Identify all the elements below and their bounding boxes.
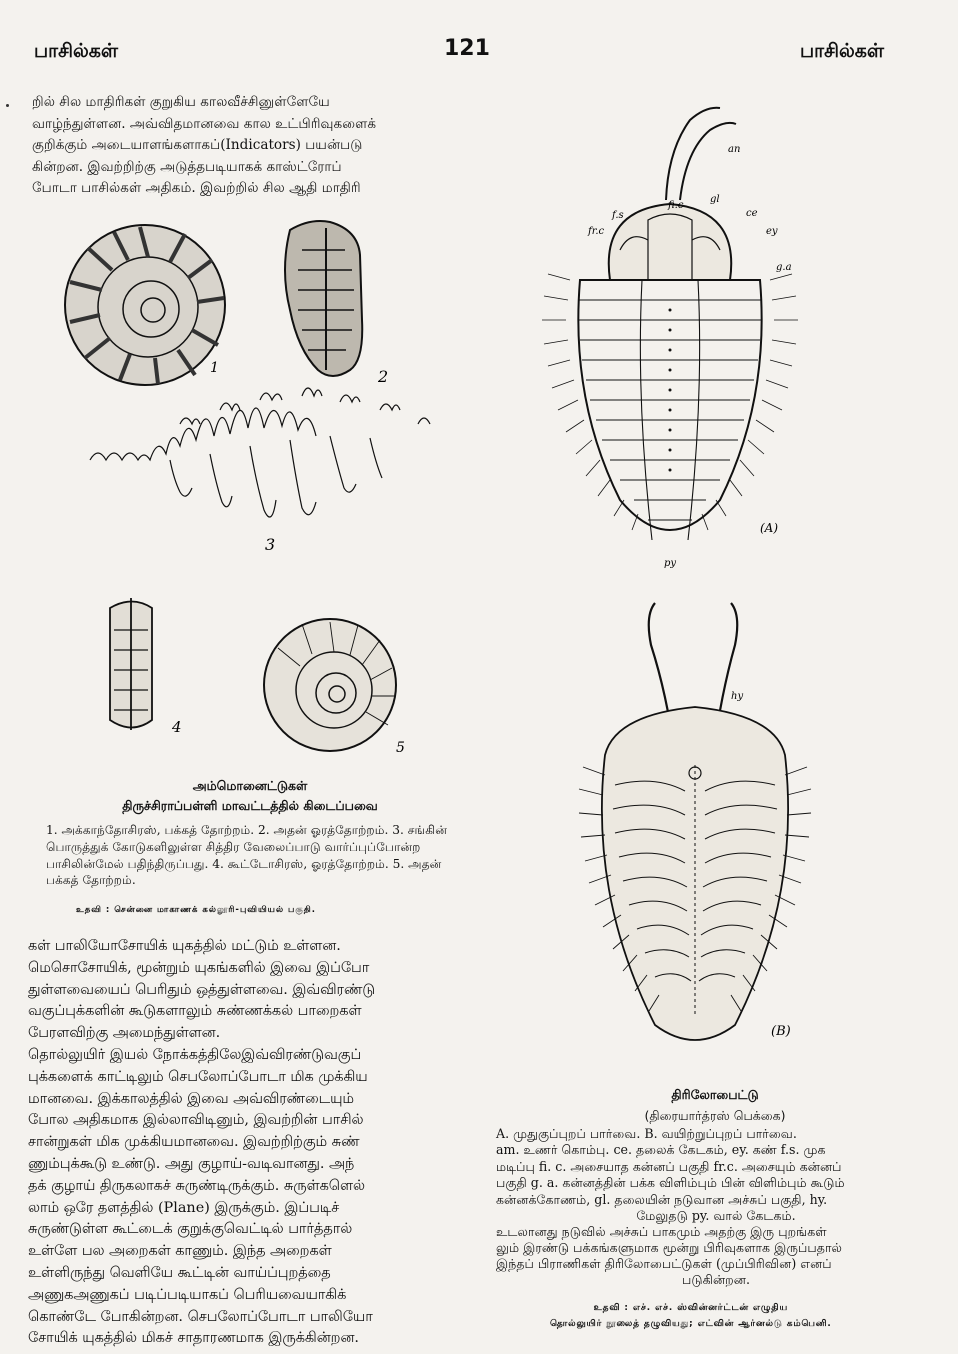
text-line: துள்ளவையைப் பெரிதும் ஒத்துள்ளவை. இவ்விரண்டு xyxy=(28,981,376,998)
ammonite-caption xyxy=(60,776,440,816)
label-gl: gl xyxy=(710,194,720,205)
text-line: போல அதிகமாக இல்லாவிடினும், இவற்றின் பாசில் xyxy=(28,1112,364,1129)
label-py: py xyxy=(664,558,677,569)
text-line: ணும்புக்கூடு உண்டு. அது குழாய்-வடிவானது. அந் xyxy=(28,1155,355,1172)
running-header-left: பாசில்கள் xyxy=(34,40,119,62)
text-line: சான்றுகள் மிக முக்கியமானவை. இவற்றிற்கும் சுண் xyxy=(28,1134,360,1151)
legend-line: A. முதுகுப்புறப் பார்வை. B. வயிற்றுப்புறப் பார்வை. xyxy=(496,1126,797,1141)
trilobite-caption xyxy=(560,1084,870,1126)
text-line: சோயிக் யுகத்தில் மிகச் சாதாரணமாக இருக்கின்றன. xyxy=(28,1330,360,1347)
text-line: வகுப்புக்களின் கூடுகளாலும் சுண்ணக்கல் பாறைகள் xyxy=(28,1003,362,1020)
text-line: வாழ்ந்துள்ளன. அவ்விதமானவை கால உட்பிரிவுகளைக் xyxy=(32,115,377,132)
text-line: அணுகஅணுகப் படிப்படியாகப் பெரியவையாகிக் xyxy=(28,1286,347,1303)
text-line: மானவை. இக்காலத்தில் இவை அவ்விரண்டையும் xyxy=(28,1090,354,1107)
ammonite-caption-subtitle: திருச்சிராப்பள்ளி மாவட்டத்தில் கிடைப்பவை xyxy=(122,798,378,813)
trilobite-dorsal-illustration xyxy=(540,100,800,580)
trilobite-ventral-illustration xyxy=(575,595,815,1065)
ammonite-credit: உதவி : சென்னை மாகாணக் கல்லூரி-புவியியல் பகுதி. xyxy=(76,905,317,915)
text-line: கின்றன. இவற்றிற்கு அடுத்தபடியாகக் காஸ்ட்ரோப் xyxy=(32,158,342,175)
text-line: தொல்லுயிர் இயல் நோக்கத்திலேஇவ்விரண்டுவகுப் xyxy=(28,1046,362,1063)
label-f-s: f.s xyxy=(612,210,624,221)
label-ey: ey xyxy=(766,226,778,237)
text-line: மெசொசோயிக், மூன்றும் யுகங்களில் இவை இப்போ xyxy=(28,959,370,976)
text-line: லாம் ஒரே தளத்தில் (Plane) இருக்கும். இப்படிச் xyxy=(28,1199,340,1216)
figure-label-4: 4 xyxy=(172,718,182,736)
trilobite-caption-title: திரிலோபைட்டு xyxy=(671,1087,759,1102)
label-g-a: g.a xyxy=(776,262,792,273)
label-hy: hy xyxy=(731,691,744,702)
running-header-right: பாசில்கள் xyxy=(800,40,885,62)
label-fi-c: fi.c xyxy=(668,200,684,211)
text-line: பேரளவிற்கு அமைந்துள்ளன. xyxy=(28,1025,221,1042)
figure-label-5: 5 xyxy=(396,740,405,756)
text-line: கள் பாலியோசோயிக் யுகத்தில் மட்டும் உள்ளன. xyxy=(28,938,341,954)
text-line: தக் குழாய் திருகலாகச் சுருண்டிருக்கும். சுருள்களெல் xyxy=(28,1177,365,1194)
ammonite-4-drawing xyxy=(110,598,152,730)
ammonite-5-drawing xyxy=(264,619,396,751)
figure-label-2: 2 xyxy=(378,367,389,386)
ammonite-1-drawing xyxy=(65,225,225,385)
trilobite-credit xyxy=(550,1300,832,1332)
text-line: கொண்டே போகின்றன. செபலோப்போடா பாலியோ xyxy=(28,1308,373,1325)
ammonite-illustration xyxy=(40,210,480,770)
label-an: an xyxy=(728,144,741,155)
trilobite-legend xyxy=(496,1126,936,1224)
ammonite-2-drawing xyxy=(285,221,362,376)
page-number: 121 xyxy=(444,36,490,61)
legend-line: கன்னக்கோணம், gl. தலையின் நடுவான அச்சுப் பகுதி, hy. xyxy=(496,1191,828,1207)
legend-line: மேலுதடு py. வால் கேடகம். xyxy=(636,1208,796,1224)
bottom-paragraph xyxy=(28,936,474,1350)
note-line: இந்தப் பிராணிகள் திரிலோபைட்டுகள் (முப்பிரிவின) எனப் xyxy=(496,1256,832,1271)
legend-line: பகுதி g. a. கன்னத்தின் பக்க விளிம்பும் பின் விளிம்பும் கூடும் xyxy=(496,1175,845,1191)
figure-label-3: 3 xyxy=(265,535,276,554)
note-line: உடலானது நடுவில் அச்சுப் பாகமும் அதற்கு இரு புறங்கள் xyxy=(496,1224,827,1239)
text-line: உள்ளிருந்து வெளியே கூட்டின் வாய்ப்புறத்தை xyxy=(28,1264,331,1281)
text-line: உள்ளே பல அறைகள் காணும். இந்த அறைகள் xyxy=(28,1243,332,1260)
label-ce: ce xyxy=(746,208,758,219)
note-line: படுகின்றன. xyxy=(682,1272,750,1287)
top-paragraph xyxy=(32,92,472,200)
credit-line: தொல்லுயிர் நூலைத் தழுவியது; எட்வின் ஆர்னல்டு கம்பெனி. xyxy=(550,1319,832,1329)
ammonite-legend: 1. அக்காந்தோசிரஸ், பக்கத் தோற்றம். 2. அதன் ஓரத்தோற்றம். 3. சங்கின் பொருத்துக் கோடுகளிலுள்ள சித்திர வேலைப்பாடு வார்ப்புப்போன்ற பாசிலின்மேல் பதிந்திருப்பது. 4. கூட்டோசிரஸ், ஓரத்தோற்றம். 5. அதன் பக்கத் தோற்றம். xyxy=(46,823,448,888)
text-line: புக்களைக் காட்டிலும் செபலோப்போடா மிக முக்கிய xyxy=(28,1068,368,1085)
text-line: குறிக்கும் அடையாளங்களாகப்(Indicators) பயன்படு xyxy=(32,137,363,154)
text-line: றில் சில மாதிரிகள் குறுகிய காலவீச்சினுள்ளேயே xyxy=(32,94,330,110)
note-line: லும் இரண்டு பக்கங்களுமாக மூன்று பிரிவுகளாக இருப்பதால் xyxy=(496,1240,842,1255)
ammonite-caption-title: அம்மொனைட்டுகள் xyxy=(192,778,308,793)
trilobite-note xyxy=(496,1224,936,1288)
text-line: போடா பாசில்கள் அதிகம். இவற்றில் சில ஆதி மாதிரி xyxy=(32,180,361,197)
label-B: (B) xyxy=(771,1024,791,1039)
suture-pattern-drawing xyxy=(90,388,430,517)
legend-line: am. உணர் கொம்பு. ce. தலைக் கேடகம், ey. கண் f.s. முக xyxy=(496,1142,826,1158)
text-line: சுருண்டுள்ள கூட்டைக் குறுக்குவெட்டில் பார்த்தால் xyxy=(28,1221,353,1238)
stray-mark xyxy=(6,104,9,107)
label-fr-c: fr.c xyxy=(588,226,605,237)
legend-line: மடிப்பு fi. c. அசையாத கன்னப் பகுதி fr.c. அசையும் கன்னப் xyxy=(496,1158,842,1174)
figure-label-1: 1 xyxy=(210,360,219,376)
credit-line: உதவி : எச். எச். ஸ்வின்னர்ட்டன் எழுதிய xyxy=(593,1303,789,1313)
label-A: (A) xyxy=(760,521,779,535)
trilobite-caption-subtitle: (திரையார்த்ரஸ் பெக்கை) xyxy=(644,1108,786,1123)
